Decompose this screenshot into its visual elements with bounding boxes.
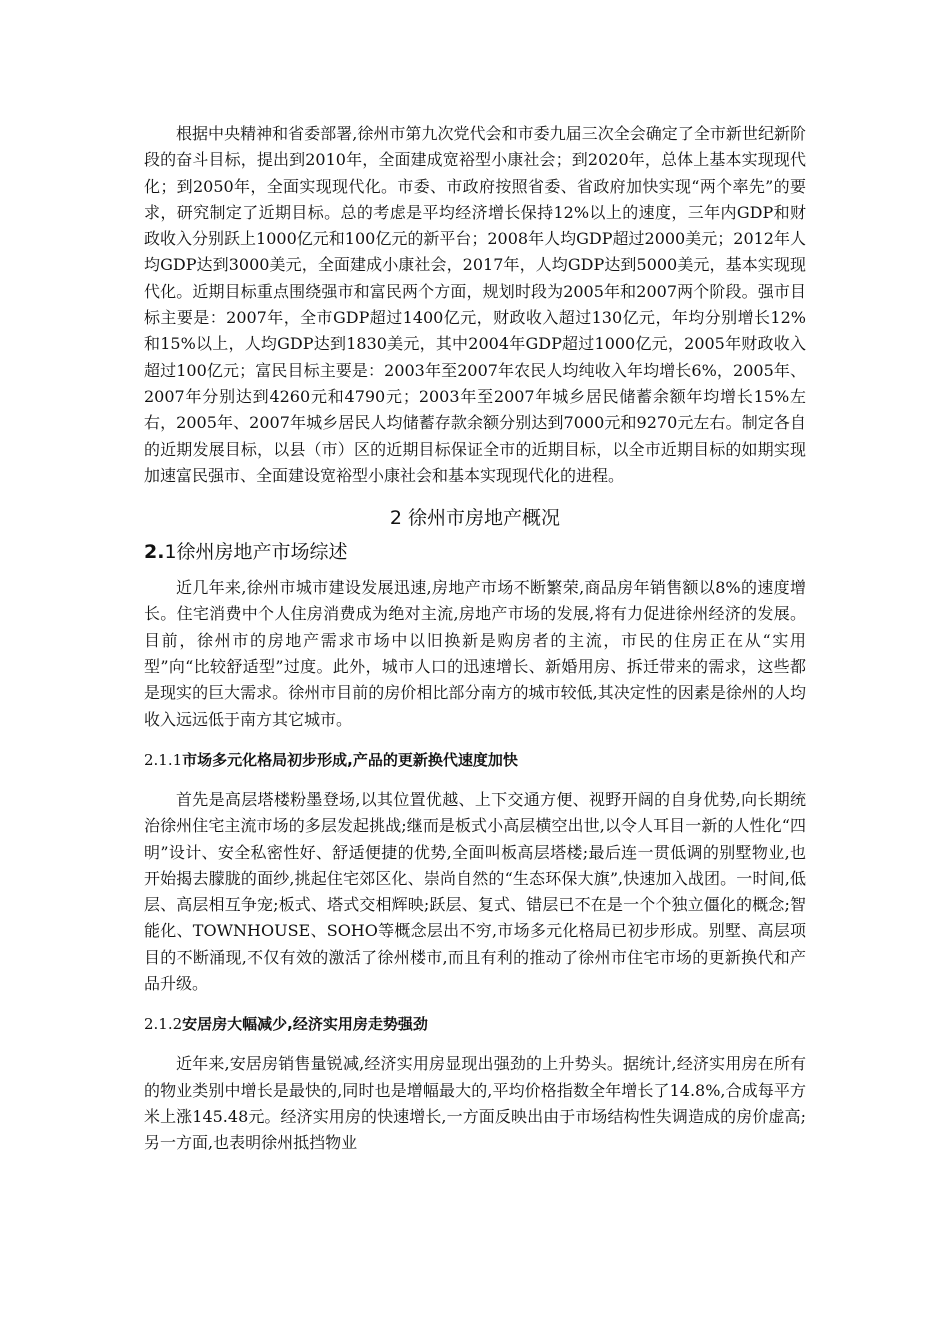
section-paragraph: 近几年来,徐州市城市建设发展迅速,房地产市场不断繁荣,商品房年销售额以8%的速度增长。住宅消费中个人住房消费成为绝对主流,房地产市场的发展,将有力促进徐州经济的发展。目前，徐州市的房地产需求市场中以旧换新是购房者的主流，市民的住房正在从“实用型”向“比较舒适型”过度。此外，城市人口的迅速增长、新婚用房、拆迁带来的需求，这些都是现实的巨大需求。徐州市目前的房价相比部分南方的城市较低,其决定性的因素是徐州的人均收入远远低于南方其它城市。 [144,578,806,729]
chapter-heading: 2 徐州市房地产概况 [389,507,561,530]
subsection-paragraph-2: 近年来,安居房销售量锐减,经济实用房显现出强劲的上升势头。据统计,经济实用房在所有的物业类别中增长是最快的,同时也是增幅最大的,平均价格指数全年增长了14.8%,合成每平方米上涨145.48元。经济实用房的快速增长,一方面反映出由于市场结构性失调造成的房价虚高;另一方面,也表明徐州抵挡物业 [144,1054,806,1153]
subsection-heading-1 [144,749,806,771]
subsection-title-1: 市场多元化格局初步形成,产品的更新换代速度加快 [182,750,518,769]
intro-paragraph: 根据中央精神和省委部署,徐州市第九次党代会和市委九届三次全会确定了全市新世纪新阶段的奋斗目标，提出到2010年，全面建成宽裕型小康社会；到2020年，总体上基本实现现代化；到2050年，全面实现现代化。市委、市政府按照省委、省政府加快实现“两个率先”的要求，研究制定了近期目标。总的考虑是平均经济增长保持12%以上的速度，三年内GDP和财政收入分别跃上1000亿元和100亿元的新平台；2008年人均GDP超过2000美元；2012年人均GDP达到3000美元，全面建成小康社会，2017年，人均GDP达到5000美元，基本实现现代化。近期目标重点围绕强市和富民两个方面，规划时段为2005年和2007两个阶段。强市目标主要是：2007年，全市GDP超过1400亿元，财政收入超过130亿元，年均分别增长12%和15%以上，人均GDP达到1830美元，其中2004年GDP超过1000亿元，2005年财政收入超过100亿元；富民目标主要是：2003年至2007年农民人均纯收入年均增长6%，2005年、2007年分别达到4260元和4790元；2003年至2007年城乡居民储蓄余额年均增长15%左右，2005年、2007年城乡居民人均储蓄存款余额分别达到7000元和9270元左右。制定各自的近期发展目标，以县（市）区的近期目标保证全市的近期目标，以全市近期目标的如期实现加速富民强市、全面建设宽裕型小康社会和基本实现现代化的进程。 [144,124,806,485]
subsection-number-2: 2.1.2 [144,1015,183,1034]
subsection-heading-2 [144,1013,806,1035]
section-title: 1徐州房地产市场综述 [164,541,348,564]
section-number: 2. [144,541,165,564]
subsection-number-1: 2.1.1 [144,750,183,769]
document-page [144,121,806,1157]
subsection-paragraph-1: 首先是高层塔楼粉墨登场,以其位置优越、上下交通方便、视野开阔的自身优势,向长期统治徐州住宅主流市场的多层发起挑战;继而是板式小高层横空出世,以令人耳目一新的人性化“四明”设计、安全私密性好、舒适便捷的优势,全面叫板高层塔楼;最后连一贯低调的别墅物业,也开始揭去朦胧的面纱,挑起住宅郊区化、崇尚自然的“生态环保大旗”,快速加入战团。一时间,低层、高层相互争宠;板式、塔式交相辉映;跃层、复式、错层已不在是一个个独立僵化的概念;智能化、TOWNHOUSE、SOHO等概念层出不穷,市场多元化格局已初步形成。别墅、高层项目的不断涌现,不仅有效的激活了徐州楼市,而且有利的推动了徐州市住宅市场的更新换代和产品升级。 [144,789,806,994]
subsection-title-2: 安居房大幅减少,经济实用房走势强劲 [182,1015,428,1034]
section-heading [144,535,806,569]
